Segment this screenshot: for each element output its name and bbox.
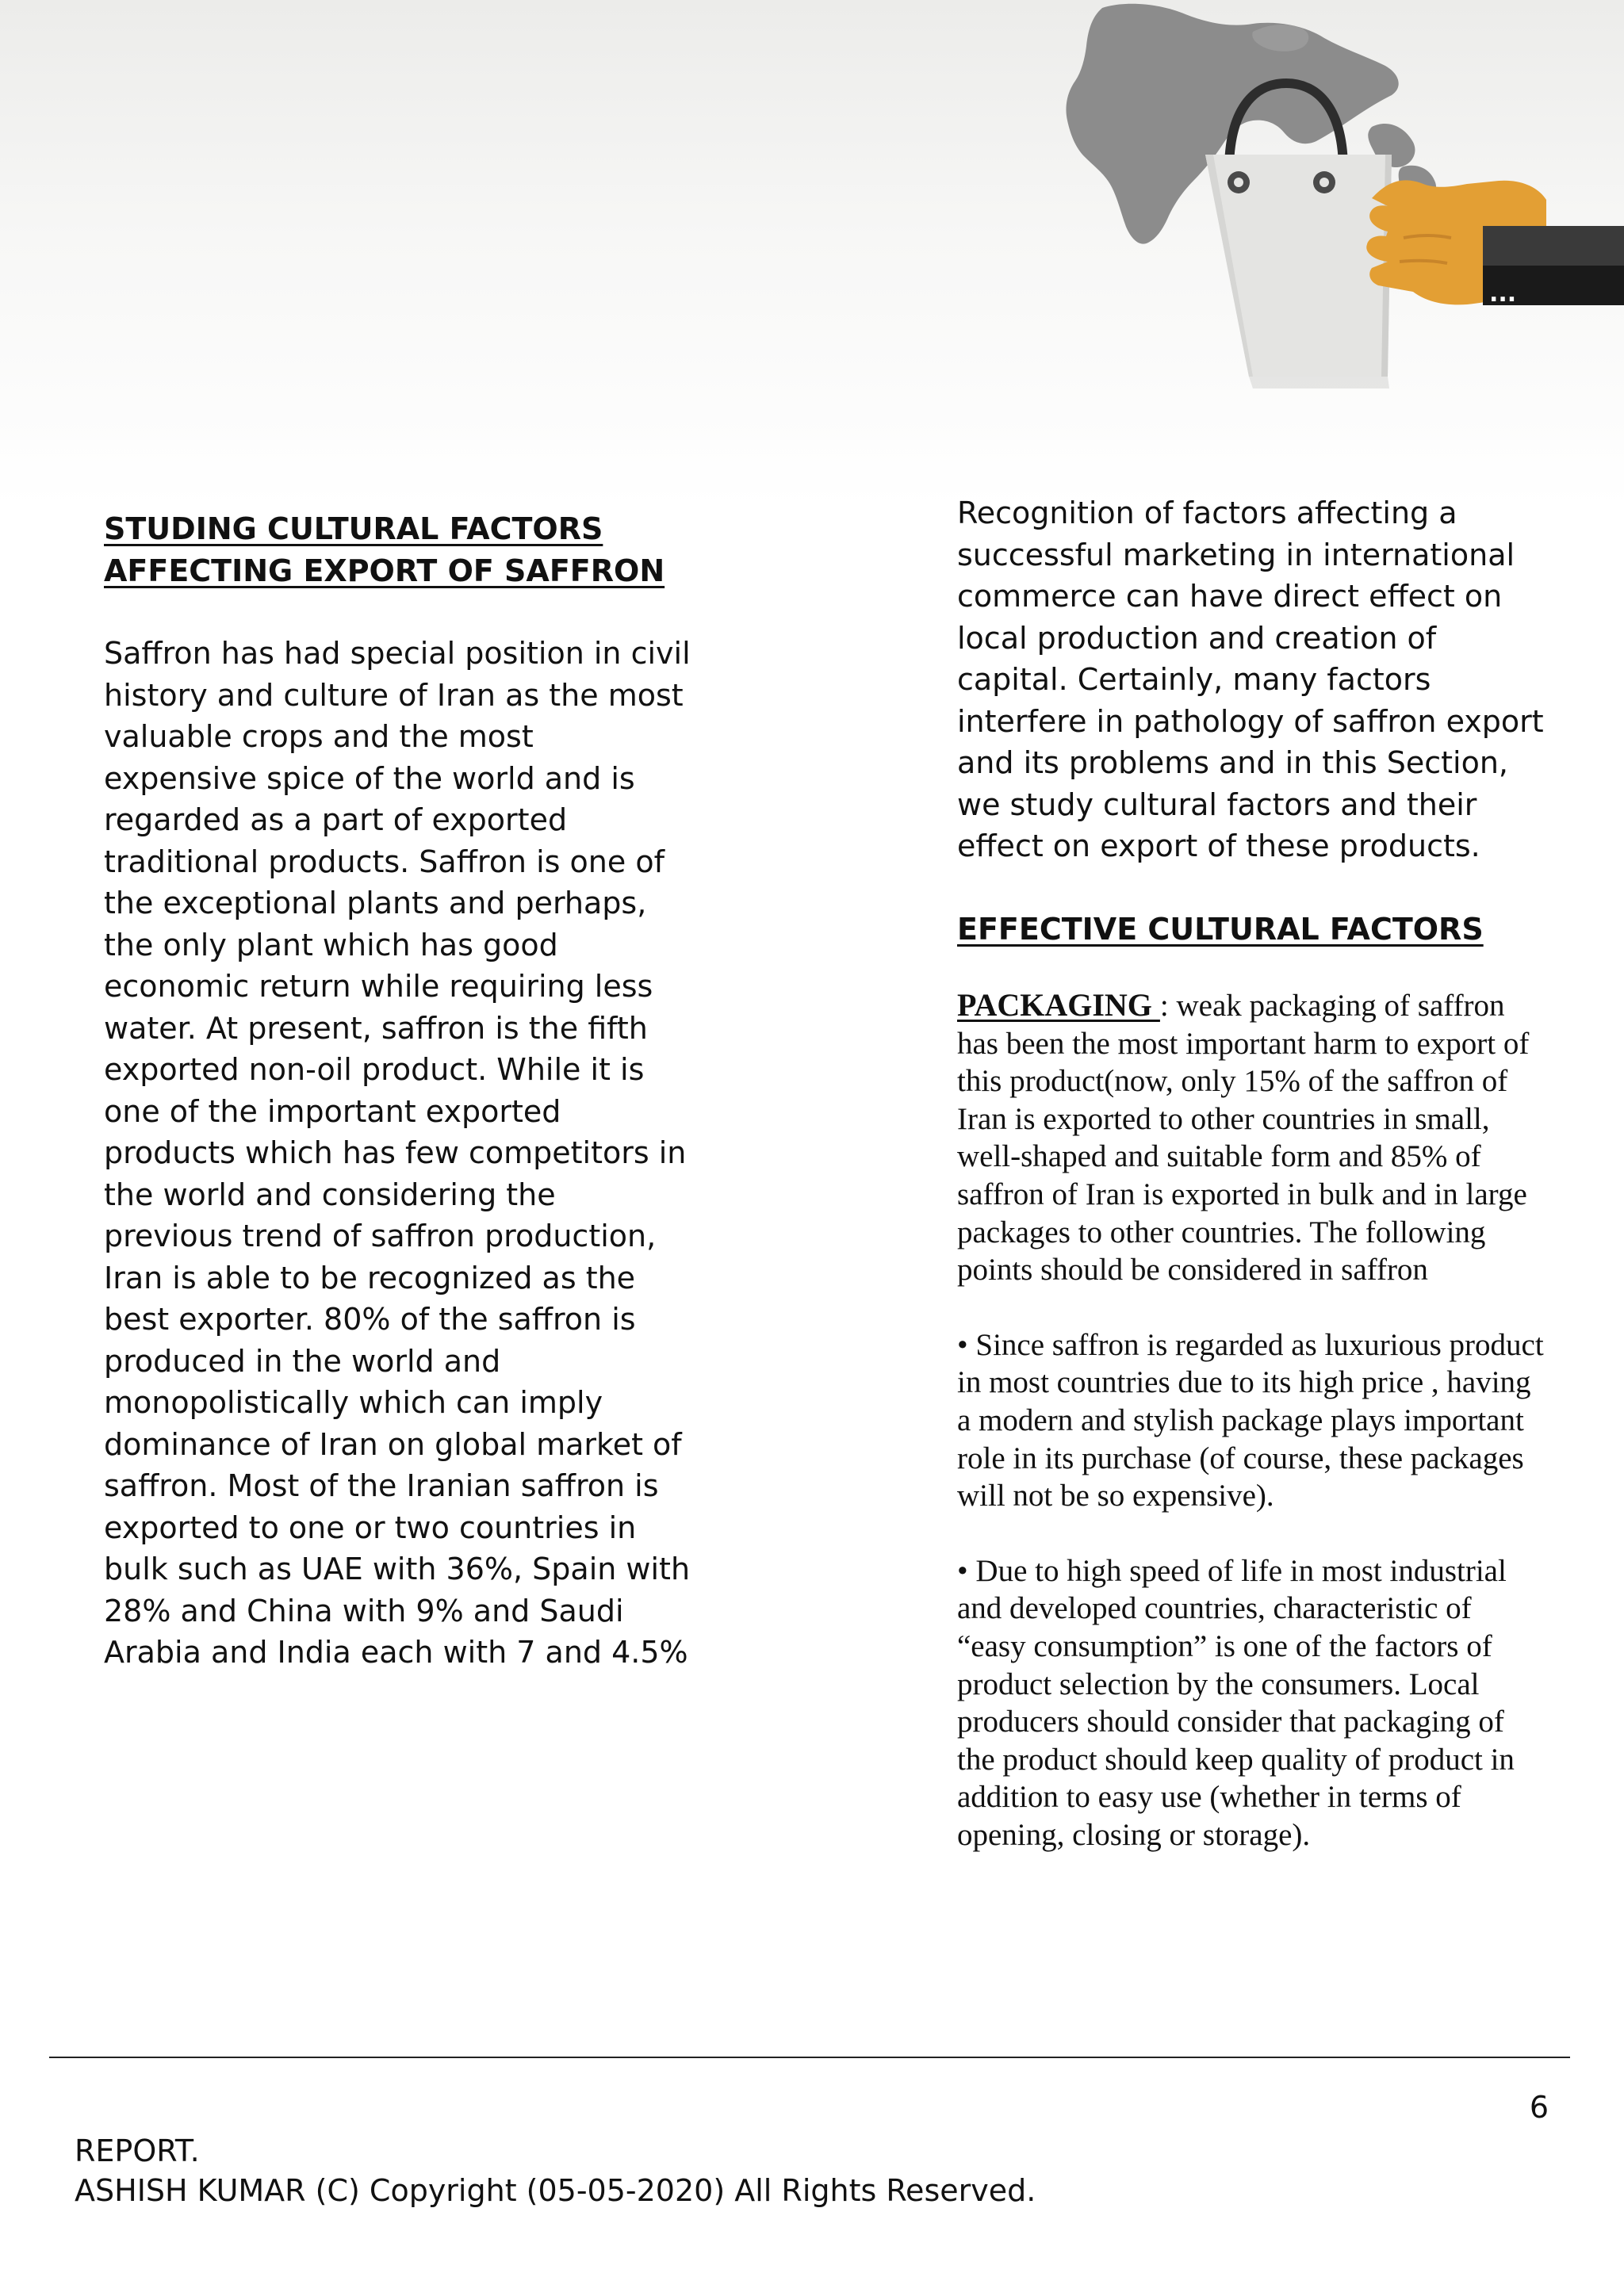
saffron-history-paragraph: Saffron has had special position in civil history and culture of Iran as the most valuable crops and the most expensive spice of the world and is regarded as a part of exported traditional products. Saffron is one of the exceptional plants and perhaps, the only plant which has good economic return while requiring less water. At present, saffron is the fifth exported non-oil product. While it is one of the important exported products which has few competitors in the world and considering the previous trend of saffron production, Iran is able to be recognized as the best exporter. 80% of the saffron is produced in the world and monopolistically which can imply dominance of Iran on global market of saffron. Most of the Iranian saffron is exported to one or two countries in bulk such as UAE with 36%, Spain with 28% and China with 9% and Saudi Arabia and India each with 7 and 4.5% (104, 636, 691, 1670)
footer-copyright: ASHISH KUMAR (C) Copyright (05-05-2020) All Rights Reserved. (75, 2173, 1036, 2208)
packaging-label: PACKAGING (957, 987, 1160, 1023)
recognition-paragraph: Recognition of factors affecting a successful marketing in international commerce can have direct effect on local production and creation of capital. Certainly, many factors interfere in pathology of saffron export and its problems and in this Section, we study cultural factors and their effect on export of these products. (957, 496, 1544, 863)
shopping-bag-icon (1205, 155, 1392, 388)
section-heading-line1: STUDING CULTURAL FACTORS (104, 511, 603, 546)
packaging-paragraph (957, 986, 1544, 1289)
footer (75, 2131, 1036, 2210)
packaging-text: : weak packaging of saffron has been the most important harm to export of this product(now, only 15% of the saffron of Iran is exported to other countries in small, well-shaped and suitable form and 85% of saffron of Iran is exported in bulk and in large packages to other countries. The following points should be considered in saffron (957, 989, 1530, 1288)
section-heading-line2: AFFECTING EXPORT OF SAFFRON (104, 553, 665, 588)
footer-divider (49, 2057, 1570, 2058)
footer-report: REPORT. (75, 2133, 200, 2168)
right-column (957, 492, 1544, 1854)
hero-illustration (991, 0, 1624, 412)
bullet-easy-consumption: • Due to high speed of life in most industrial and developed countries, characteristic of “easy consumption” is one of the factors of product selection by the consumers. Local producers should consider that packaging of the product should keep quality of product in addition to easy use (whether in terms of opening, closing or storage). (957, 1553, 1515, 1852)
sleeve-dots: ... (1489, 280, 1517, 308)
section-heading (104, 508, 691, 591)
left-column (104, 508, 691, 1704)
effective-factors-heading: EFFECTIVE CULTURAL FACTORS (957, 911, 1484, 947)
page-number: 6 (1529, 2090, 1549, 2125)
sleeve (1483, 226, 1624, 308)
bullet-luxurious-package: • Since saffron is regarded as luxurious product in most countries due to its high price , having a modern and stylish package plays important role in its purchase (of course, these packages will not be so expensive). (957, 1327, 1544, 1513)
